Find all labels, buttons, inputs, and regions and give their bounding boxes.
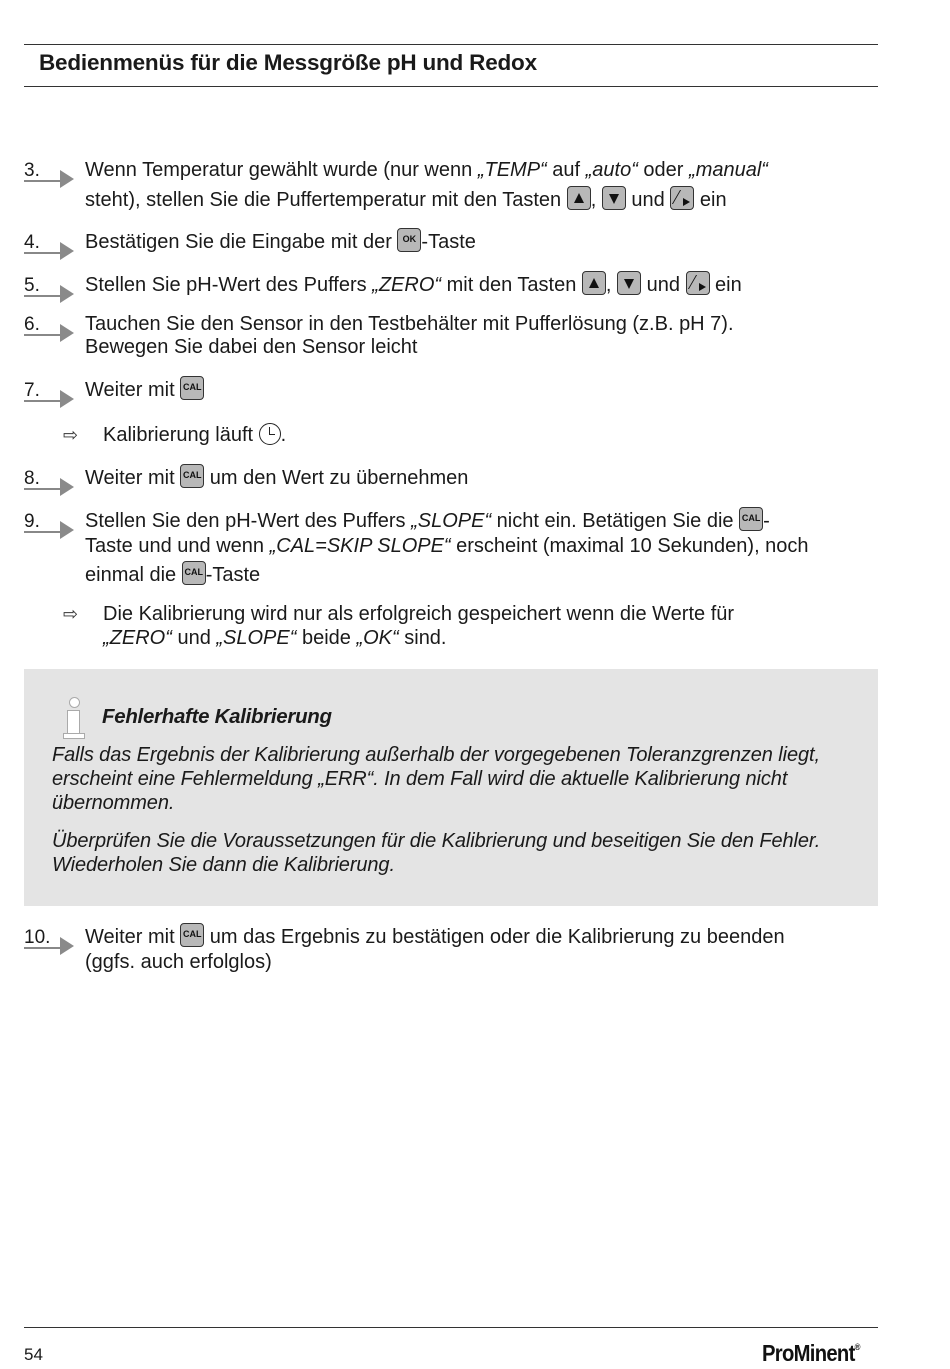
info-paragraph-1: Falls das Ergebnis der Kalibrierung außerhalb der vorgegebenen Toleranzgrenzen liegt, erscheint eine Fehlermeldung „ERR“. In dem Fall wird die aktuelle Kalibrierung nicht übernommen. — [52, 744, 820, 814]
enter-key-icon — [670, 186, 694, 210]
up-arrow-key-icon — [582, 271, 606, 295]
info-box — [24, 669, 878, 906]
arrow-icon — [60, 478, 74, 496]
cal-key-icon: CAL — [739, 507, 763, 531]
arrow-icon — [60, 390, 74, 408]
arrow-icon — [60, 242, 74, 260]
info-icon — [62, 697, 86, 739]
brand-logo: ProMinent® — [762, 1340, 860, 1366]
cal-key-icon: CAL — [180, 464, 204, 488]
result-arrow-icon: ⇨ — [63, 604, 79, 624]
arrow-icon — [60, 285, 74, 303]
down-arrow-key-icon — [617, 271, 641, 295]
page-number: 54 — [24, 1345, 43, 1364]
page-title: Bedienmenüs für die Messgröße pH und Redox — [39, 50, 537, 75]
ok-key-icon: OK — [397, 228, 421, 252]
clock-icon — [259, 423, 281, 445]
up-arrow-key-icon — [567, 186, 591, 210]
arrow-icon — [60, 937, 74, 955]
cal-key-icon: CAL — [180, 923, 204, 947]
down-arrow-key-icon — [602, 186, 626, 210]
result-arrow-icon: ⇨ — [63, 425, 79, 445]
cal-key-icon: CAL — [180, 376, 204, 400]
header-top-rule — [24, 44, 878, 45]
footer-rule — [24, 1327, 878, 1328]
arrow-icon — [60, 170, 74, 188]
arrow-icon — [60, 521, 74, 539]
step-number-marker: 3. — [24, 160, 86, 184]
cal-key-icon: CAL — [182, 561, 206, 585]
arrow-icon — [60, 324, 74, 342]
info-title: Fehlerhafte Kalibrierung — [102, 705, 332, 728]
info-paragraph-2: Überprüfen Sie die Voraussetzungen für die Kalibrierung und beseitigen Sie den Fehler. Wiederholen Sie dann die Kalibrierung. — [52, 830, 821, 876]
header-bottom-rule — [24, 86, 878, 87]
enter-key-icon — [686, 271, 710, 295]
